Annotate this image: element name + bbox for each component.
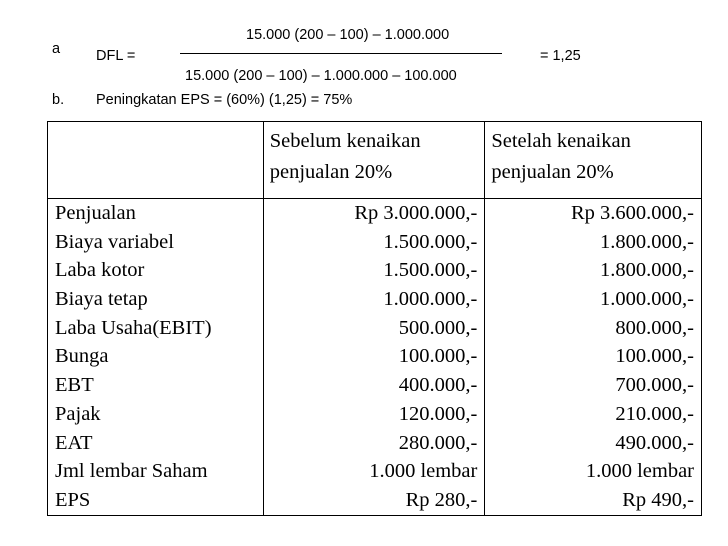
value-before: 500.000,- [398, 316, 478, 339]
value-after: Rp 490,- [622, 488, 694, 511]
value-before: 400.000,- [398, 374, 478, 397]
dfl-denominator: 15.000 (200 – 100) – 1.000.000 – 100.000 [185, 68, 457, 84]
value-after: 1.800.000,- [600, 259, 694, 282]
row-label: Laba kotor [55, 259, 145, 282]
value-after: 210.000,- [615, 402, 694, 425]
header-after [485, 122, 702, 199]
value-after: 490.000,- [615, 431, 694, 454]
after-column [485, 199, 702, 516]
value-before: Rp 280,- [405, 488, 478, 511]
value-after: Rp 3.600.000,- [571, 202, 694, 224]
labels-column [48, 199, 264, 516]
value-before: 1.000 lembar [369, 460, 478, 483]
table-header-row [48, 122, 702, 199]
dfl-label: DFL = [96, 48, 136, 64]
row-label: EAT [55, 431, 93, 454]
row-label: EBT [55, 374, 94, 397]
header-before-line2: penjualan 20% [269, 161, 393, 183]
value-before: Rp 3.000.000,- [354, 202, 478, 224]
header-after-line1: Setelah kenaikan [491, 130, 631, 152]
value-after: 700.000,- [615, 374, 694, 397]
row-label: Pajak [55, 402, 101, 425]
value-before: 1.000.000,- [383, 288, 478, 311]
before-column [263, 199, 485, 516]
value-after: 100.000,- [615, 345, 694, 368]
dfl-result: = 1,25 [540, 48, 581, 64]
value-before: 1.500.000,- [383, 259, 478, 282]
dfl-numerator: 15.000 (200 – 100) – 1.000.000 [246, 27, 450, 43]
row-label: Penjualan [55, 202, 136, 224]
row-label: Laba Usaha(EBIT) [55, 316, 212, 339]
fraction-line [180, 53, 502, 54]
value-after: 800.000,- [615, 316, 694, 339]
comparison-table [47, 121, 702, 516]
header-before [263, 122, 485, 199]
row-label: Biaya variabel [55, 230, 174, 253]
header-after-line2: penjualan 20% [491, 161, 614, 183]
value-before: 1.500.000,- [383, 230, 478, 253]
eps-increase-text: Peningkatan EPS = (60%) (1,25) = 75% [96, 92, 353, 108]
value-after: 1.800.000,- [600, 230, 694, 253]
row-label: Bunga [55, 345, 109, 368]
value-after: 1.000.000,- [600, 288, 694, 311]
value-before: 120.000,- [398, 402, 478, 425]
value-before: 280.000,- [398, 431, 478, 454]
item-label-a: a [52, 41, 61, 57]
item-label-b: b. [52, 92, 65, 108]
value-after: 1.000 lembar [585, 460, 694, 483]
table-body-row [48, 199, 702, 516]
row-label: Biaya tetap [55, 288, 148, 311]
value-before: 100.000,- [398, 345, 478, 368]
header-before-line1: Sebelum kenaikan [269, 130, 421, 152]
row-label: EPS [55, 488, 91, 511]
header-empty-cell [48, 122, 264, 199]
row-label: Jml lembar Saham [55, 460, 208, 483]
